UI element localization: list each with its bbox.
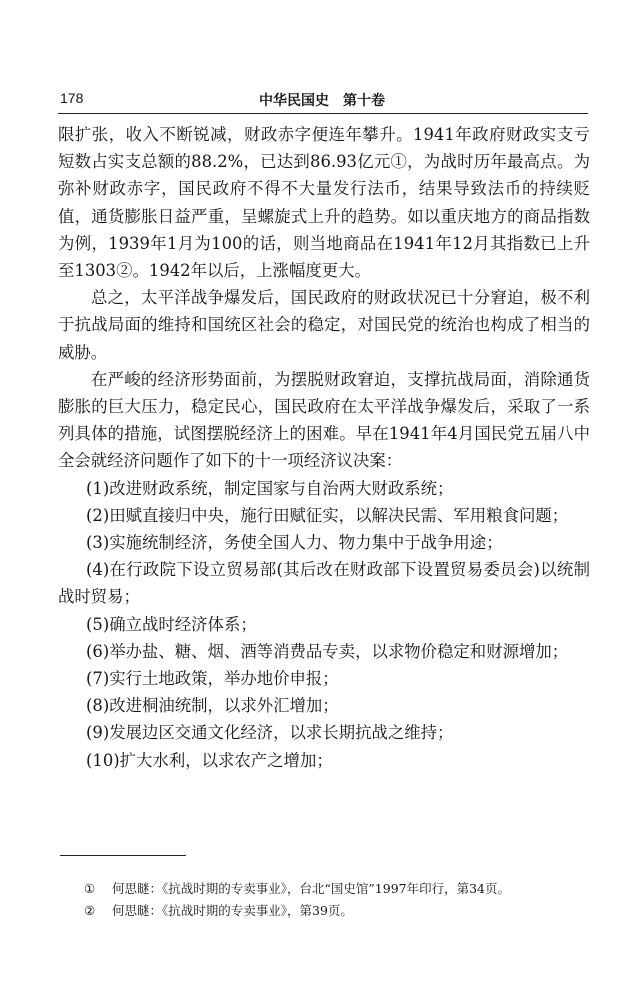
footnote-text: 何思瞇：《抗战时期的专卖事业》，第39页。 (112, 903, 353, 918)
resolution-item: (9)发展边区交通文化经济，以求长期抗战之维持； (86, 723, 454, 743)
footnote-rule (60, 855, 186, 856)
footnote-text: 何思瞇：《抗战时期的专卖事业》，台北“国史馆”1997年印行，第34页。 (112, 881, 510, 896)
footnote-mark: ② (84, 903, 96, 918)
resolution-item: (7)实行土地政策，举办地价申报； (86, 669, 339, 689)
resolution-item: (3)实施统制经济，务使全国人力、物力集中于战争用途； (86, 533, 503, 553)
body-text (58, 121, 590, 774)
footnote (84, 878, 584, 900)
resolution-item: (6)举办盐、糖、烟、酒等消费品专卖，以求物价稳定和财源增加； (86, 641, 569, 661)
footnote-mark: ① (84, 881, 96, 896)
resolution-item: (2)田赋直接归中央，施行田赋征实，以解决民需、军用粮食问题； (86, 505, 569, 525)
page-number: 178 (60, 90, 84, 106)
paragraph: 在严峻的经济形势面前，为摆脱财政窘迫，支撑抗战局面，消除通货膨胀的巨大压力，稳定民心，国民政府在太平洋战争爆发后，采取了一系列具体的措施，试图摆脱经济上的困难。早在1941年4月国民党五届八中全会就经济问题作了如下的十一项经济议决案： (58, 369, 590, 471)
footnote (84, 900, 584, 922)
running-header (58, 88, 586, 112)
resolution-item: (10)扩大水利，以求农产之增加； (86, 750, 333, 770)
footnotes (84, 878, 584, 922)
running-title: 中华民国史 第十卷 (259, 93, 385, 109)
paragraph: 限扩张，收入不断锐减，财政赤字便连年攀升。1941年政府财政实支亏短数占实支总额的88.2%，已达到86.93亿元①，为战时历年最高点。为弥补财政赤字，国民政府不得不大量发行法币，结果导致法币的持续贬值，通货膨胀日益严重，呈螺旋式上升的趋势。如以重庆地方的商品指数为例，1939年1月为100的话，则当地商品在1941年12月其指数已上升至1303②。1942年以后，上涨幅度更大。 (58, 125, 590, 281)
resolution-item: (4)在行政院下设立贸易部(其后改在财政部下设置贸易委员会)以统制战时贸易； (58, 560, 590, 607)
resolution-item: (5)确立战时经济体系； (86, 614, 257, 634)
resolution-item: (8)改进桐油统制，以求外汇增加； (86, 696, 339, 716)
header-rule (58, 113, 588, 114)
paragraph: 总之，太平洋战争爆发后，国民政府的财政状况已十分窘迫，极不利于抗战局面的维持和国统区社会的稳定，对国民党的统治也构成了相当的威胁。 (58, 288, 590, 362)
resolution-item: (1)改进财政系统，制定国家与自治两大财政系统； (86, 478, 454, 498)
